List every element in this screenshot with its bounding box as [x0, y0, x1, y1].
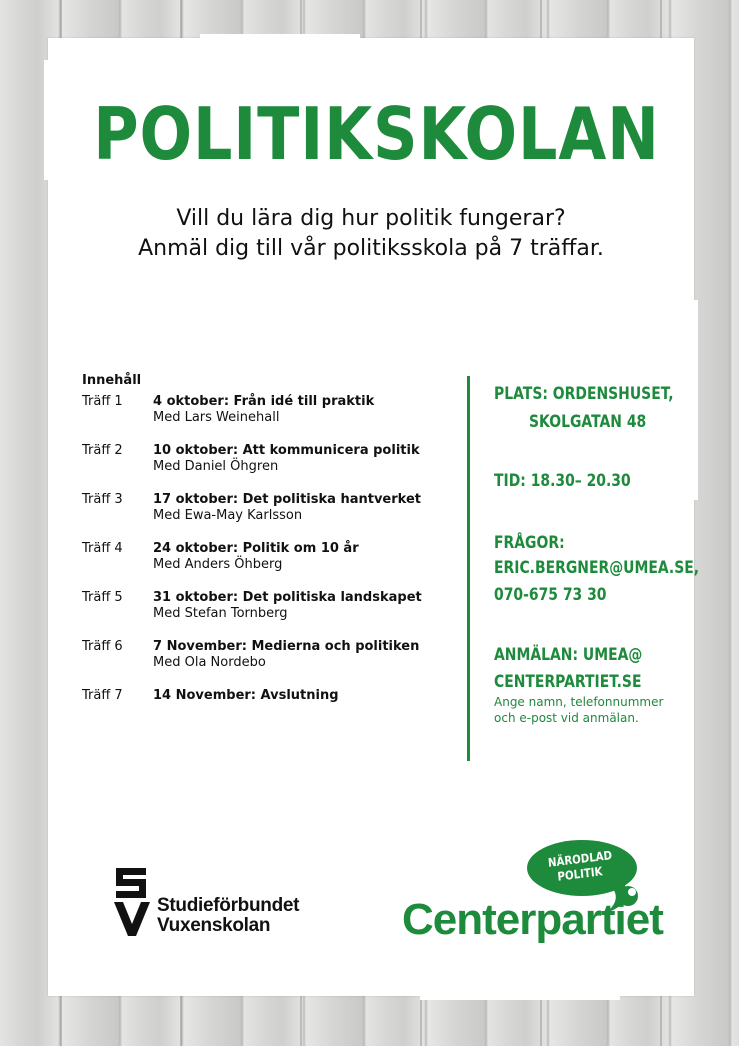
subtitle-invite: Anmäl dig till vår politiksskola på 7 träffar. — [138, 236, 604, 261]
time-info: TID: 18.30– 20.30 — [494, 471, 631, 491]
sv-logo-mark — [112, 862, 152, 938]
questions-phone[interactable]: 070-675 73 30 — [494, 585, 607, 605]
session-label: Träff 2 — [82, 443, 123, 458]
paper-edge — [420, 994, 620, 1000]
program-heading: Innehåll — [82, 373, 142, 388]
session-host: Med Anders Öhberg — [153, 557, 283, 572]
badge-line1: NÄRODLAD — [547, 848, 613, 870]
session-host: Med Daniel Öhgren — [153, 459, 279, 474]
session-host: Med Ewa-May Karlsson — [153, 508, 303, 523]
signup-note-line1: Ange namn, telefonnummer — [494, 695, 664, 709]
subtitle-question: Vill du lära dig hur politik fungerar? — [176, 206, 566, 231]
session-label: Träff 5 — [82, 590, 123, 605]
session-topic: 4 oktober: Från idé till praktik — [153, 394, 375, 409]
sv-name-line1: Studieförbundet — [157, 895, 300, 916]
paper-edge — [44, 60, 52, 180]
session-topic: 14 November: Avslutning — [153, 688, 339, 703]
signup-line2[interactable]: CENTERPARTIET.SE — [494, 672, 642, 692]
place-line1: PLATS: ORDENSHUSET, — [494, 384, 674, 404]
session-label: Träff 1 — [82, 394, 123, 409]
questions-email[interactable]: ERIC.BERGNER@UMEA.SE, — [494, 558, 700, 578]
paper-edge — [690, 300, 698, 500]
session-topic: 10 oktober: Att kommunicera politik — [153, 443, 420, 458]
badge-line2: POLITIK — [556, 864, 604, 884]
poster-title: POLITIKSKOLAN — [93, 92, 660, 176]
session-topic: 17 oktober: Det politiska hantverket — [153, 492, 421, 507]
session-host: Med Stefan Tornberg — [153, 606, 288, 621]
session-topic: 24 oktober: Politik om 10 år — [153, 541, 359, 556]
session-topic: 7 November: Medierna och politiken — [153, 639, 420, 654]
questions-label: FRÅGOR: — [494, 533, 565, 553]
signup-line1[interactable]: ANMÄLAN: UMEA@ — [494, 645, 643, 665]
party-name: Centerpartiet — [402, 895, 663, 944]
signup-note-line2: och e-post vid anmälan. — [494, 711, 639, 725]
session-label: Träff 6 — [82, 639, 123, 654]
session-label: Träff 7 — [82, 688, 123, 703]
sv-name-line2: Vuxenskolan — [157, 915, 271, 936]
session-topic: 31 oktober: Det politiska landskapet — [153, 590, 422, 605]
session-label: Träff 3 — [82, 492, 123, 507]
session-host: Med Ola Nordebo — [153, 655, 266, 670]
session-host: Med Lars Weinehall — [153, 410, 280, 425]
paper-edge — [200, 34, 360, 40]
place-line2: SKOLGATAN 48 — [529, 412, 647, 432]
column-divider — [467, 376, 470, 761]
session-label: Träff 4 — [82, 541, 123, 556]
